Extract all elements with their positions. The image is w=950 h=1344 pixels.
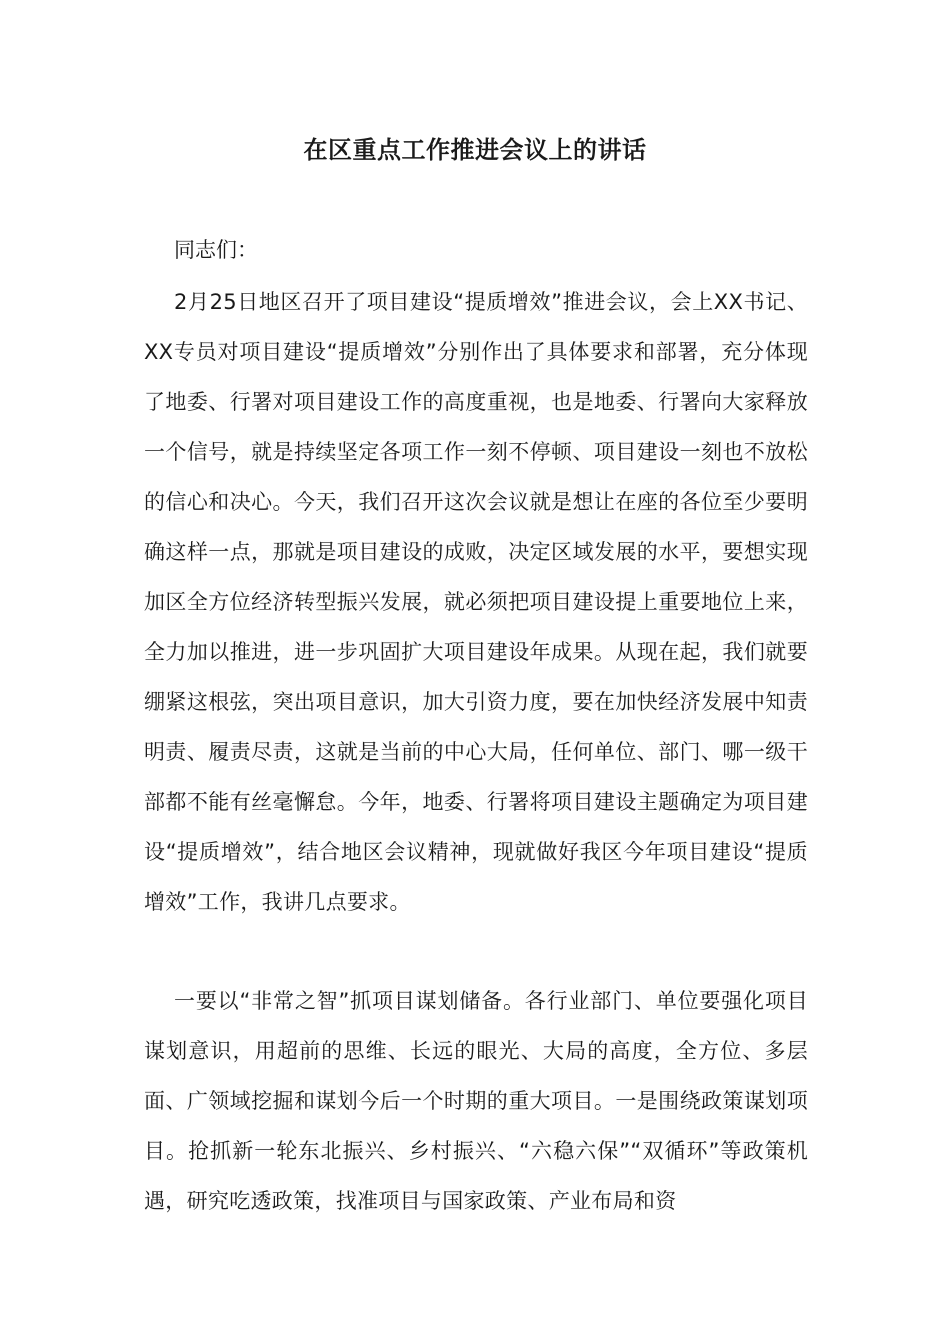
document-title: 在区重点工作推进会议上的讲话 <box>303 136 647 164</box>
paragraph: 2月25日地区召开了项目建设“提质增效”推进会议，会上XX书记、XX专员对项目建设“提质增效”分别作出了具体要求和部署，充分体现了地委、行署对项目建设工作的高度重视，也是地委、行署向大家释放一个信号，就是持续坚定各项工作一刻不停顿、项目建设一刻也不放松的信心和决心。今天，我们召开这次会议就是想让在座的各位至少要明确这样一点，那就是项目建设的成败，决定区域发展的水平，要想实现加区全方位经济转型振兴发展，就必须把项目建设提上重要地位上来，全力加以推进，进一步巩固扩大项目建设年成果。从现在起，我们就要绷紧这根弦，突出项目意识，加大引资力度，要在加快经济发展中知责明责、履责尽责，这就是当前的中心大局，任何单位、部门、哪一级干部都不能有丝毫懈怠。今年，地委、行署将项目建设主题确定为项目建设“提质增效”，结合地区会议精神，现就做好我区今年项目建设“提质增效”工作，我讲几点要求。 <box>144 290 808 914</box>
paragraph: 一要以“非常之智”抓项目谋划储备。各行业部门、单位要强化项目谋划意识，用超前的思维、长远的眼光、大局的高度，全方位、多层面、广领域挖掘和谋划今后一个时期的重大项目。一是围绕政策谋划项目。抢抓新一轮东北振兴、乡村振兴、“六稳六保”“双循环”等政策机遇，研究吃透政策，找准项目与国家政策、产业布局和资 <box>144 989 808 1213</box>
greeting: 同志们： <box>174 238 258 262</box>
